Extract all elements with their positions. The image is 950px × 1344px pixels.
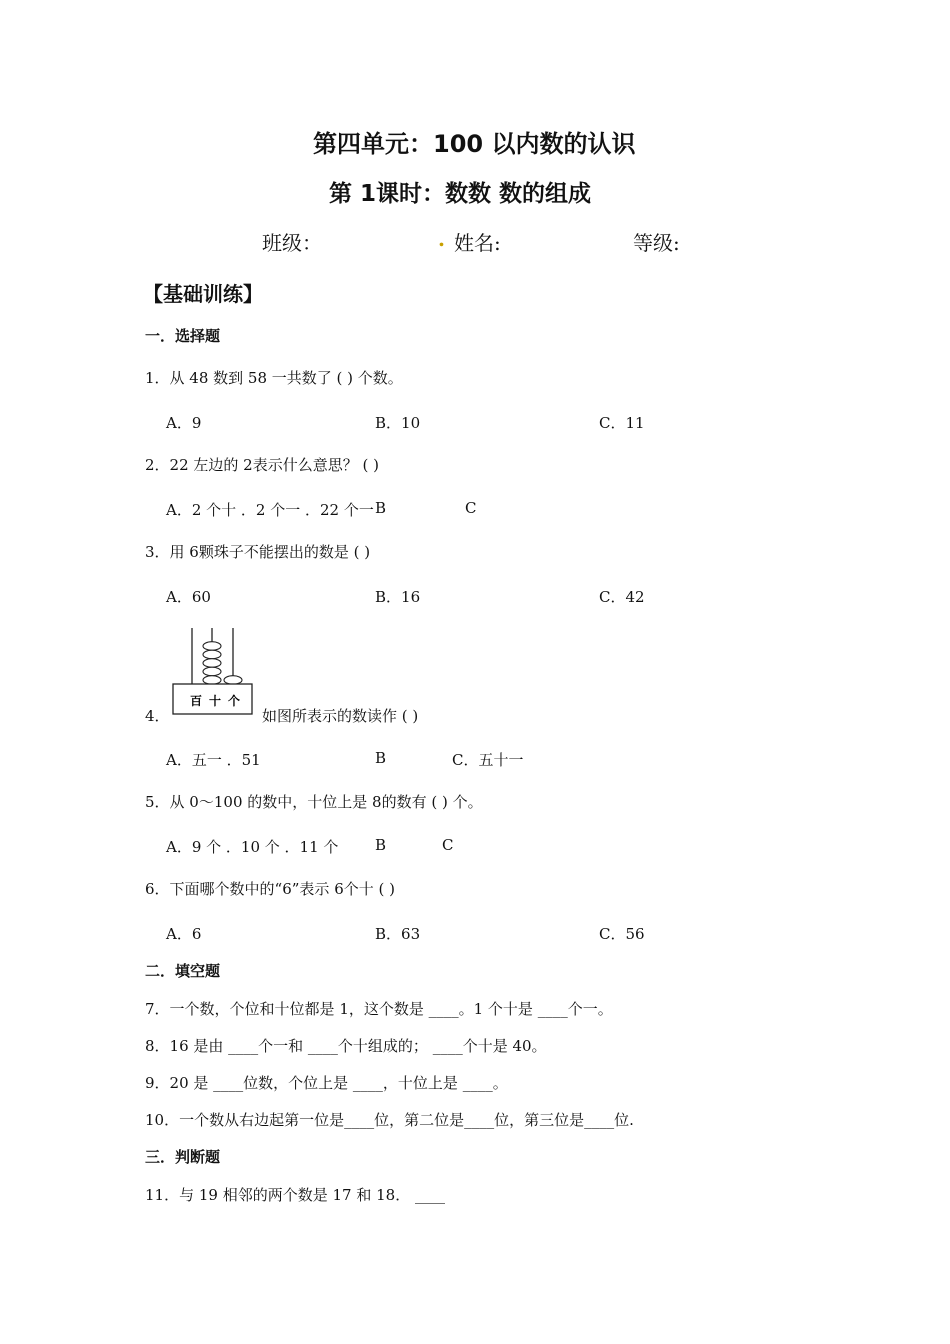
q2-options: A．2 个十 ．2 个一 ．22 个一	[166, 501, 374, 519]
q2-option-b-marker: B	[375, 499, 387, 517]
question-8: 8．16 是由 ____个一和 ____个十组成的； ____个十是 40。	[145, 1037, 547, 1055]
q1-option-a: A．9	[166, 414, 202, 432]
q4-options: A．五一 ．51	[166, 751, 261, 769]
tens-bead	[203, 659, 221, 668]
grade-label: 等级:	[633, 231, 680, 255]
q2-option-c-marker: C	[465, 499, 477, 517]
q6-option-c: C．56	[599, 925, 645, 943]
question-9: 9．20 是 ____位数，个位上是 ____，十位上是 ____。	[145, 1074, 508, 1092]
tens-bead	[203, 650, 221, 659]
page-title: 第四单元：100 以内数的认识	[313, 130, 636, 158]
abacus-label-tens: 十	[208, 694, 222, 708]
lesson-subtitle: 第 1课时：数数 数的组成	[329, 181, 592, 207]
question-3: 3．用 6颗珠子不能摆出的数是 ( )	[145, 543, 371, 561]
q6-option-b: B．63	[375, 925, 421, 943]
q5-option-c-marker: C	[442, 836, 454, 854]
question-5: 5．从 0～100 的数中，十位上是 8的数有 ( ) 个。	[145, 793, 483, 811]
header-dot: .	[438, 227, 445, 251]
q5-options: A．9 个 ．10 个 ．11 个	[166, 838, 339, 856]
class-label: 班级：	[262, 231, 322, 255]
abacus-label-hundreds: 百	[189, 694, 203, 708]
q4-option-b-marker: B	[375, 749, 387, 767]
tens-bead	[203, 676, 221, 685]
tens-bead	[203, 667, 221, 676]
question-10: 10．一个数从右边起第一位是____位，第二位是____位，第三位是____位.	[145, 1111, 634, 1129]
question-2: 2．22 左边的 2表示什么意思？ ( )	[145, 456, 379, 474]
question-7: 7．一个数，个位和十位都是 1，这个数是 ____。1 个十是 ____个一。	[145, 1000, 613, 1018]
part-choice-heading: 一．选择题	[145, 327, 221, 345]
name-label: 姓名:	[454, 231, 501, 255]
ones-bead	[224, 676, 242, 685]
q3-option-c: C．42	[599, 588, 645, 606]
part-fill-heading: 二．填空题	[145, 962, 221, 980]
abacus-figure	[170, 626, 256, 718]
q1-option-b: B．10	[375, 414, 421, 432]
abacus-label-ones: 个	[227, 694, 241, 708]
q3-option-b: B．16	[375, 588, 421, 606]
part-judge-heading: 三．判断题	[145, 1148, 221, 1166]
question-4-number: 4．	[145, 707, 170, 725]
question-1: 1．从 48 数到 58 一共数了 ( ) 个数。	[145, 369, 403, 387]
question-6: 6．下面哪个数中的“6”表示 6个十 ( )	[145, 880, 395, 898]
q5-option-b-marker: B	[375, 836, 387, 854]
q1-option-c: C．11	[599, 414, 645, 432]
q6-option-a: A．6	[166, 925, 202, 943]
question-4: 如图所表示的数读作 ( )	[262, 707, 419, 725]
q4-option-c: C．五十一	[452, 751, 524, 769]
section-heading: 【基础训练】	[143, 282, 263, 306]
question-11: 11．与 19 相邻的两个数是 17 和 18． ____	[145, 1186, 445, 1204]
tens-bead	[203, 642, 221, 651]
q3-option-a: A．60	[166, 588, 211, 606]
